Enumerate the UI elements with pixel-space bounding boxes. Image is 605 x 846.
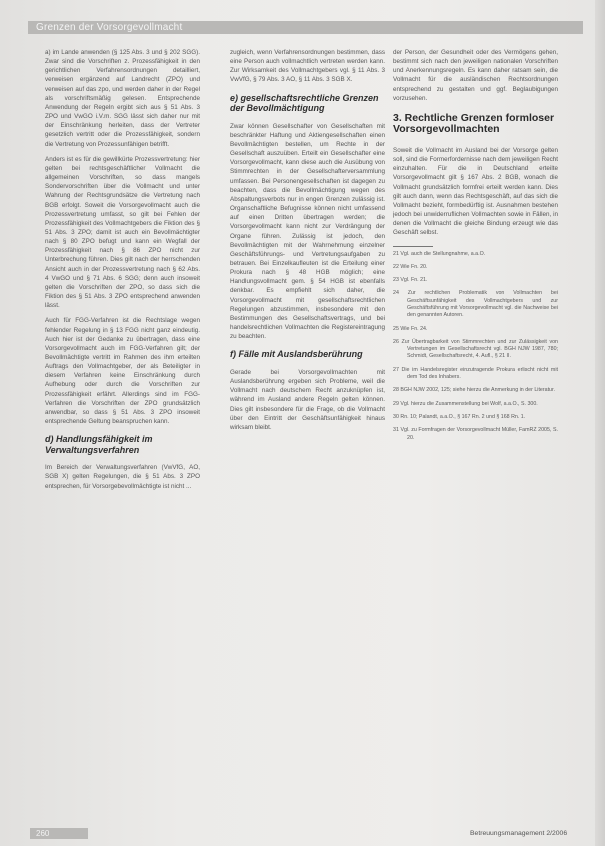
- footnote: 27 Die im Handelsregister einzutragende Prokura erlischt nicht mit dem Tod des Inhabers.: [393, 366, 558, 381]
- paragraph: a) im Lande anwenden (§ 125 Abs. 3 und § 202 SGG). Zwar sind die Vorschriften z. Prozessfähigkeit in den gerichtlichen Verfahrensordnungen detailliert, verweisen ergänzend auf Landrecht (ZPO) und verweisen auf das zpo, und werden daher in der Regel als vorschriftsmäßig gelesen. Entsprechende Anwendung der Regeln ergibt sich aus § 51 Abs. 3 ZPO und VwGO i.V.m. SGG lässt sich daher nur mit der Einschränkung herleiten, dass der Vertreter gesetzlich vertritt oder die Prozessfähigkeit, sondern die Vertretung von Prozessunfähigen betrifft.: [45, 49, 200, 148]
- paragraph: zugleich, wenn Verfahrensordnungen bestimmen, dass eine Person auch vollmachtlich vertreten werden kann. Zur Wirksamkeit des Vollmachtgebers vgl. § 11 Abs. 3 VwVfG, § 79 Abs. 3 AO, § 11 Abs. 3 SGB X.: [230, 49, 385, 84]
- footnote: 23 Vgl. Fn. 21.: [393, 277, 428, 284]
- footnote: 24 Zur rechtlichen Problematik von Vollmachten bei Geschäftsunfähigkeit des Vollmachtgebers und zur Geschäftsführung mit Vorsorgevollmacht vgl. die Nachweise bei den genannten Autoren.: [393, 290, 558, 319]
- page-number: 260: [36, 829, 50, 838]
- footnote: 28 BGH NJW 2002, 125; siehe hierzu die Anmerkung in der Literatur.: [393, 387, 555, 394]
- footnote: 25 Wie Fn. 24.: [393, 325, 428, 332]
- footnote: 21 Vgl. auch die Stellungnahme, a.a.O.: [393, 250, 486, 257]
- footnote: 30 Rn. 10; Palandt, a.a.O., § 167 Rn. 2 und § 168 Rn. 1.: [393, 413, 526, 420]
- footnote: 26 Zur Übertragbarkeit von Stimmrechten und zur Zulässigkeit von Vertretungen im Gesellschaftsrecht vgl. BGH NJW 1987, 780; Schmidt, Gesellschaftsrecht, 4. Aufl., § 21 II.: [393, 338, 558, 360]
- footnote: 22 Wie Fn. 20.: [393, 263, 428, 270]
- text-column-1: [45, 48, 200, 833]
- paragraph: Gerade bei Vorsorgevollmachten mit Auslandsberührung ergeben sich Probleme, weil die Vollmacht nach deutschem Recht anzuknüpfen ist, während im Ausland andere Regeln gelten können. Dies gilt insbesondere für die Frage, ob die Vollmacht über den Eintritt der Geschäftsunfähigkeit hinaus wirksam bleibt.: [230, 368, 385, 431]
- footnote-divider: [393, 246, 433, 247]
- chapter-heading-3: 3. Rechtliche Grenzen formloser Vorsorgevollmachten: [393, 111, 555, 136]
- section-heading-e: e) gesellschaftsrechtliche Grenzen der Bevollmächtigung: [230, 92, 379, 114]
- text-column-3: [393, 48, 558, 833]
- footnote: 31 Vgl. zu Formfragen der Vorsorgevollmacht Müller, FamRZ 2005, S. 20.: [393, 427, 558, 441]
- footnote-list: [393, 251, 558, 442]
- paragraph: Im Bereich der Verwaltungsverfahren (VwVfG, AO, SGB X) gelten Regelungen, die § 51 Abs. 3 ZPO entsprechen, für Vorsorgebevollmächtigte ist nicht ...: [45, 464, 200, 490]
- running-header-title: Grenzen der Vorsorgevollmacht: [36, 22, 183, 33]
- paragraph: der Person, der Gesundheit oder des Vermögens gehen, bestimmt sich nach den jeweiligen nationalen Vorschriften und Anerkennungsregeln. Es kann daher ratsam sein, die Vollmacht für die ausländischen Rechtsordnungen entsprechend zu gestalten und ggf. Beglaubigungen vorzusehen.: [393, 49, 558, 102]
- footnote: 29 Vgl. hierzu die Zusammenstellung bei Wolf, a.a.O., S. 300.: [393, 400, 538, 407]
- paragraph: Anders ist es für die gewillkürte Prozessvertretung: hier gelten bei rechtsgeschäftlicher Vollmacht die allgemeinen Vorschriften, so dass mangels Sondervorschriften über die Vollmacht und unter Wahrung der Rechtsgrundsätze die Vertretung nach BGB erfolgt. Soweit die Vorsorgevollmacht auch die Prozessvertretung umfasst, so gilt bei Fehlen der Prozessfähigkeit des Vollmachtgebers die Fiktion des § 51 Abs. 3 ZPO; damit ist auch ein Bevollmächtigter nach § 80 ZPO befugt und kann ein Wegfall der Prozessfähigkeit nach § 86 ZPO nicht zur Unterbrechung führen. Dies gilt nach der herrschenden Ansicht auch in der Prozessvertretung nach § 62 Abs. 4 VwGO und § 71 Abs. 6 SGG; denn auch insoweit gelten die Vorschriften der ZPO, so dass sich die Fiktion des § 51 Abs. 3 ZPO entsprechend anwenden lässt.: [45, 155, 200, 310]
- section-heading-f: f) Fälle mit Auslandsberührung: [230, 349, 363, 360]
- paragraph: Soweit die Vollmacht im Ausland bei der Vorsorge gelten soll, sind die Formerfordernisse nach dem jeweiligen Recht einzuhalten. Für die in Deutschland erteilte Vorsorgevollmacht gilt § 167 Abs. 2 BGB, wonach die Vollmacht grundsätzlich formfrei erteilt werden kann. Dies gilt auch dann, wenn das Rechtsgeschäft, auf das sich die Vollmacht bezieht, formbedürftig ist. Ausnahmen bestehen jedoch bei unwiderruflichen Vollmachten sowie in Fällen, in denen die Vollmacht die gleiche Bindung erzeugt wie das Geschäft selbst.: [393, 146, 558, 237]
- page-fold-shadow: [595, 0, 605, 846]
- journal-footer: Betreuungsmanagement 2/2006: [470, 830, 568, 837]
- section-heading-d: d) Handlungsfähigkeit im Verwaltungsverfahren: [45, 434, 153, 455]
- paragraph: Auch für FGG-Verfahren ist die Rechtslage wegen fehlender Regelung in § 13 FGG nicht ganz eindeutig. Auch hier ist der Gedanke zu übertragen, dass eine Vorsorgevollmacht auch im FGG-Verfahren gilt; der Bevollmächtigte vertritt im Rahmen des ihm erteilten Auftrags den Vollmachtgeber, der als Beteiligter in diesem Verfahren keine Einschränkung durch Aufhebung oder durch die Vorschriften zur Prozessfähigkeit erfährt. Allerdings sind im FGG-Verfahren die Vorschriften der ZPO grundsätzlich anwendbar, so dass § 51 Abs. 3 ZPO insoweit entsprechende Geltung beanspruchen kann.: [45, 317, 200, 426]
- paragraph: Zwar können Gesellschafter von Gesellschaften mit beschränkter Haftung und Aktiengesellschaften einen Bevollmächtigten bestellen, um Rechte in der Gesellschaft auszuüben. Erteilt ein Gesellschafter eine Vorsorgevollmacht, kann diese auch die Ausübung von Stimmrechten in der Gesellschafterversammlung umfassen. Bei Personengesellschaften ist dagegen zu beachten, dass die Bevollmächtigung wegen des Abspaltungsverbots nur in engen Grenzen zulässig ist. Organschaftliche Befugnisse können nicht umfassend auf einen Dritten übertragen werden; die Vorsorgevollmacht kann nicht zur Verdrängung der Organe führen. Zulässig ist jedoch, den Bevollmächtigten mit der Wahrnehmung einzelner Geschäftsführungs- und Vertretungsaufgaben zu betrauen. Bei Einzelkaufleuten ist die Erteilung einer Prokura nach § 48 HGB möglich; eine Handlungsvollmacht gem. § 54 HGB ist ebenfalls denkbar. Es empfiehlt sich daher, die Vorsorgevollmacht mit gesellschaftsrechtlichen Regelungen abzustimmen, insbesondere mit den Bestimmungen des Gesellschaftsvertrags, und bei handelsrechtlichen Vollmachten die Registereintragung zu beachten.: [230, 122, 385, 341]
- text-column-2: [230, 48, 385, 833]
